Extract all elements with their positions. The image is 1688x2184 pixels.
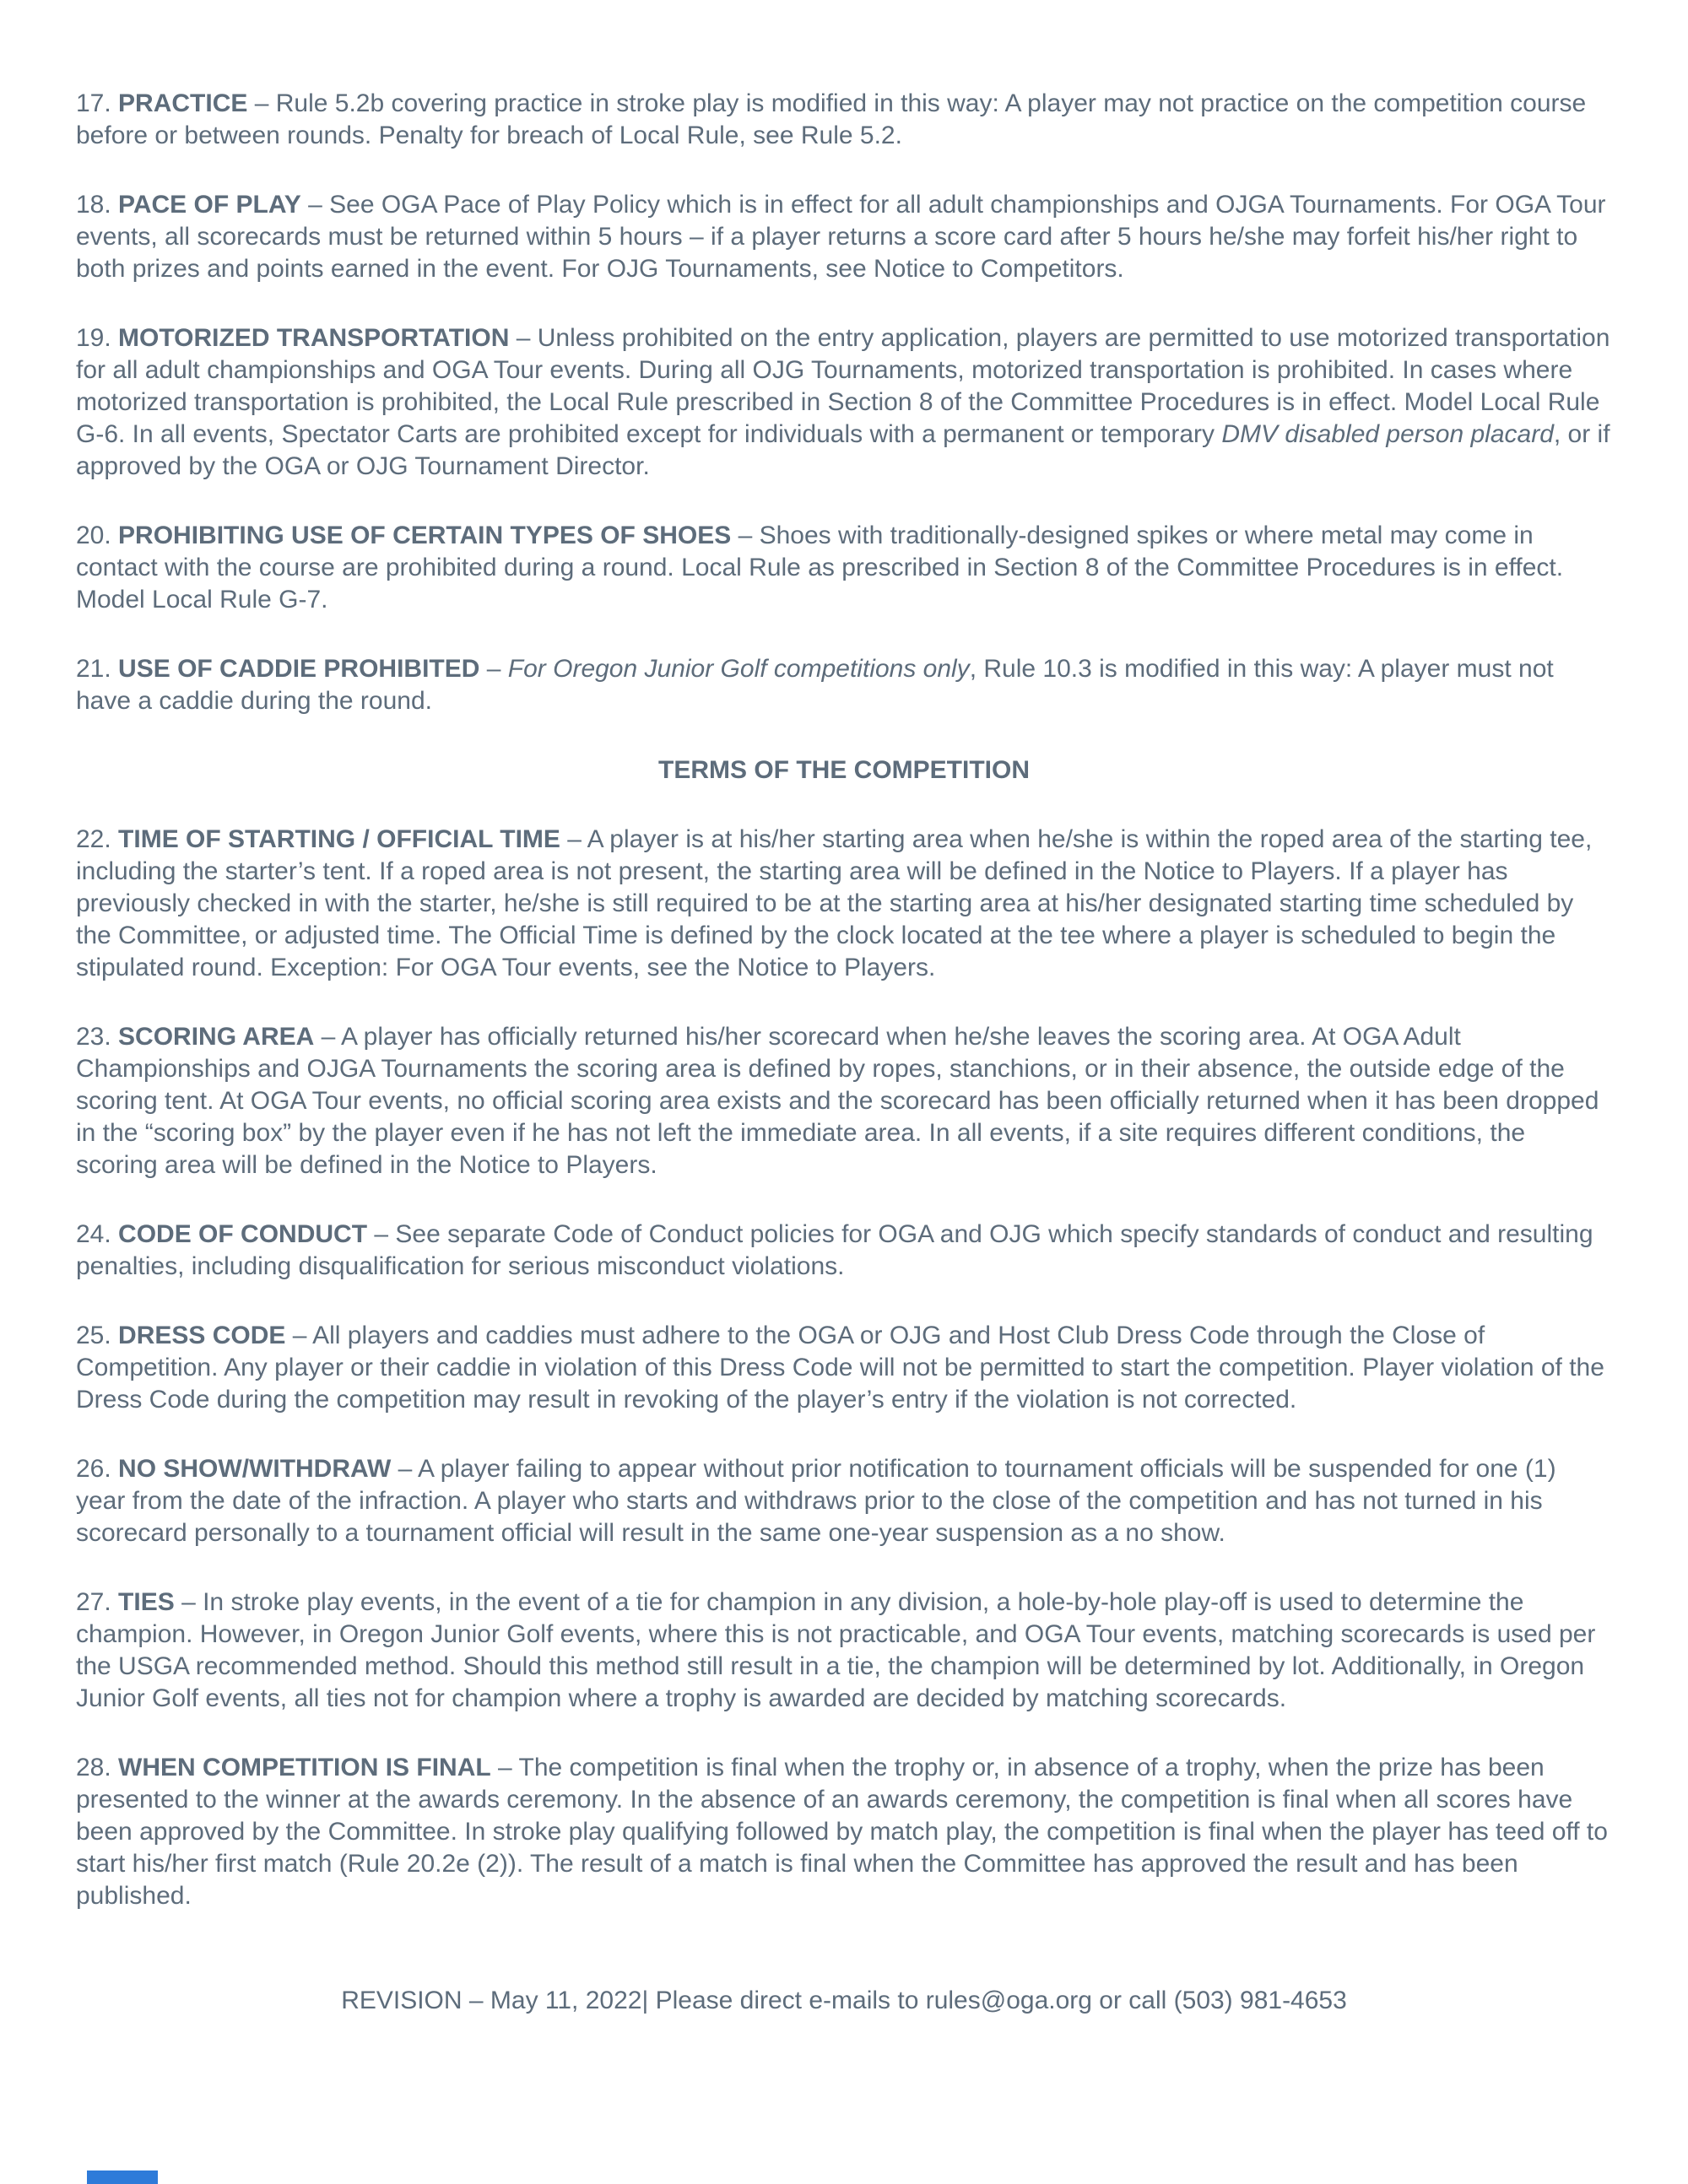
revision-footer: REVISION – May 11, 2022| Please direct e-mails to rules@oga.org or call (503) 981-4653	[341, 1987, 1347, 2014]
local-rules-sections	[76, 88, 1612, 717]
section-number: 23.	[76, 1023, 119, 1051]
section-text: – All players and caddies must adhere to the OGA or OJG and Host Club Dress Code through the Close of Competition. Any player or their caddie in violation of this Dress Code will not be permitted to start the competition. Player violation of the Dress Code during the competition may result in revoking of the player’s entry if the violation is not corrected.	[76, 1322, 1604, 1414]
section-text: – See separate Code of Conduct policies for OGA and OJG which specify standards of conduct and resulting penalties, including disqualification for serious misconduct violations.	[76, 1220, 1593, 1280]
rule-section-17	[76, 88, 1612, 152]
section-title: MOTORIZED TRANSPORTATION	[118, 324, 510, 352]
section-title: TIES	[118, 1588, 175, 1616]
rule-section-28	[76, 1752, 1612, 1912]
rule-section-22	[76, 824, 1612, 984]
rule-section-25	[76, 1320, 1612, 1416]
section-text: –	[479, 655, 508, 683]
section-number: 22.	[76, 825, 119, 853]
section-title: WHEN COMPETITION IS FINAL	[118, 1754, 491, 1781]
section-number: 28.	[76, 1754, 119, 1781]
section-number: 19.	[76, 324, 119, 352]
rule-section-18	[76, 189, 1612, 285]
terms-of-competition-heading: TERMS OF THE COMPETITION	[658, 756, 1030, 784]
section-text: – In stroke play events, in the event of a tie for champion in any division, a hole-by-hole play-off is used to determine the champion. However, in Oregon Junior Golf events, where this is not practicable, and OGA Tour events, matching scorecards is used per the USGA recommended method. Should this method still result in a tie, the champion will be determined by lot. Additionally, in Oregon Junior Golf events, all ties not for champion where a trophy is awarded are decided by matching scorecards.	[76, 1588, 1596, 1712]
section-text-italic: DMV disabled person placard	[1221, 420, 1554, 448]
section-title: TIME OF STARTING / OFFICIAL TIME	[118, 825, 560, 853]
section-text-italic: For Oregon Junior Golf competitions only	[507, 655, 970, 683]
rule-section-26	[76, 1453, 1612, 1549]
section-text: – A player is at his/her starting area when he/she is within the roped area of the starting tee, including the starter’s tent. If a roped area is not present, the starting area will be defined in the Notice to Players. If a player has previously checked in with the starter, he/she is still required to be at the starting area at his/her designated starting time scheduled by the Committee, or adjusted time. The Official Time is defined by the clock located at the tee where a player is scheduled to begin the stipulated round. Exception: For OGA Tour events, see the Notice to Players.	[76, 825, 1593, 981]
rule-section-24	[76, 1219, 1612, 1283]
section-title: PROHIBITING USE OF CERTAIN TYPES OF SHOES	[118, 522, 732, 549]
section-text: , Rule 10.3 is modified in this way: A player must not have a caddie during the round.	[76, 655, 1554, 715]
section-title: CODE OF CONDUCT	[118, 1220, 368, 1248]
section-text: – Rule 5.2b covering practice in stroke play is modified in this way: A player may not practice on the competition course before or between rounds. Penalty for breach of Local Rule, see Rule 5.2.	[76, 89, 1587, 149]
section-title: NO SHOW/WITHDRAW	[118, 1455, 392, 1483]
rule-section-21	[76, 653, 1612, 717]
section-text: – A player failing to appear without prior notification to tournament officials will be suspended for one (1) year from the date of the infraction. A player who starts and withdraws prior to the close of the competition and has not turned in his scorecard personally to a tournament official will result in the same one-year suspension as a no show.	[76, 1455, 1556, 1547]
section-number: 21.	[76, 655, 119, 683]
section-text: – The competition is final when the trophy or, in absence of a trophy, when the prize has been presented to the winner at the awards ceremony. In the absence of an awards ceremony, the competition is final when all scores have been approved by the Committee. In stroke play qualifying followed by match play, the competition is final when the player has teed off to start his/her first match (Rule 20.2e (2)). The result of a match is final when the Committee has approved the result and has been published.	[76, 1754, 1608, 1910]
section-number: 24.	[76, 1220, 119, 1248]
terms-of-competition-sections	[76, 824, 1612, 1912]
section-number: 18.	[76, 191, 119, 219]
section-text: – See OGA Pace of Play Policy which is in effect for all adult championships and OJGA Tournaments. For OGA Tour events, all scorecards must be returned within 5 hours – if a player returns a score card after 5 hours he/she may forfeit his/her right to both prizes and points earned in the event. For OJG Tournaments, see Notice to Competitors.	[76, 191, 1606, 283]
section-number: 27.	[76, 1588, 119, 1616]
section-title: DRESS CODE	[118, 1322, 286, 1349]
section-title: SCORING AREA	[118, 1023, 315, 1051]
section-number: 26.	[76, 1455, 119, 1483]
bottom-left-blue-bar	[87, 2170, 158, 2184]
section-text: – A player has officially returned his/her scorecard when he/she leaves the scoring area. At OGA Adult Championships and OJGA Tournaments the scoring area is defined by ropes, stanchions, or in their absence, the outside edge of the scoring tent. At OGA Tour events, no official scoring area exists and the scorecard has been officially returned when it has been dropped in the “scoring box” by the player even if he has not left the immediate area. In all events, if a site requires different conditions, the scoring area will be defined in the Notice to Players.	[76, 1023, 1599, 1179]
section-number: 25.	[76, 1322, 119, 1349]
rule-section-23	[76, 1021, 1612, 1181]
section-number: 17.	[76, 89, 119, 117]
section-number: 20.	[76, 522, 119, 549]
section-text: – Unless prohibited on the entry application, players are permitted to use motorized transportation for all adult championships and OGA Tour events. During all OJG Tournaments, motorized transportation is prohibited. In cases where motorized transportation is prohibited, the Local Rule prescribed in Section 8 of the Committee Procedures is in effect. Model Local Rule G-6. In all events, Spectator Carts are prohibited except for individuals with a permanent or temporary	[76, 324, 1610, 448]
section-title: PACE OF PLAY	[118, 191, 301, 219]
rule-section-19	[76, 322, 1612, 483]
section-title: PRACTICE	[118, 89, 248, 117]
section-title: USE OF CADDIE PROHIBITED	[118, 655, 480, 683]
section-text: – Shoes with traditionally-designed spikes or where metal may come in contact with the course are prohibited during a round. Local Rule as prescribed in Section 8 of the Committee Procedures is in effect. Model Local Rule G-7.	[76, 522, 1564, 614]
rule-section-20	[76, 520, 1612, 616]
rule-section-27	[76, 1587, 1612, 1715]
section-text: , or if approved by the OGA or OJG Tournament Director.	[76, 420, 1610, 480]
